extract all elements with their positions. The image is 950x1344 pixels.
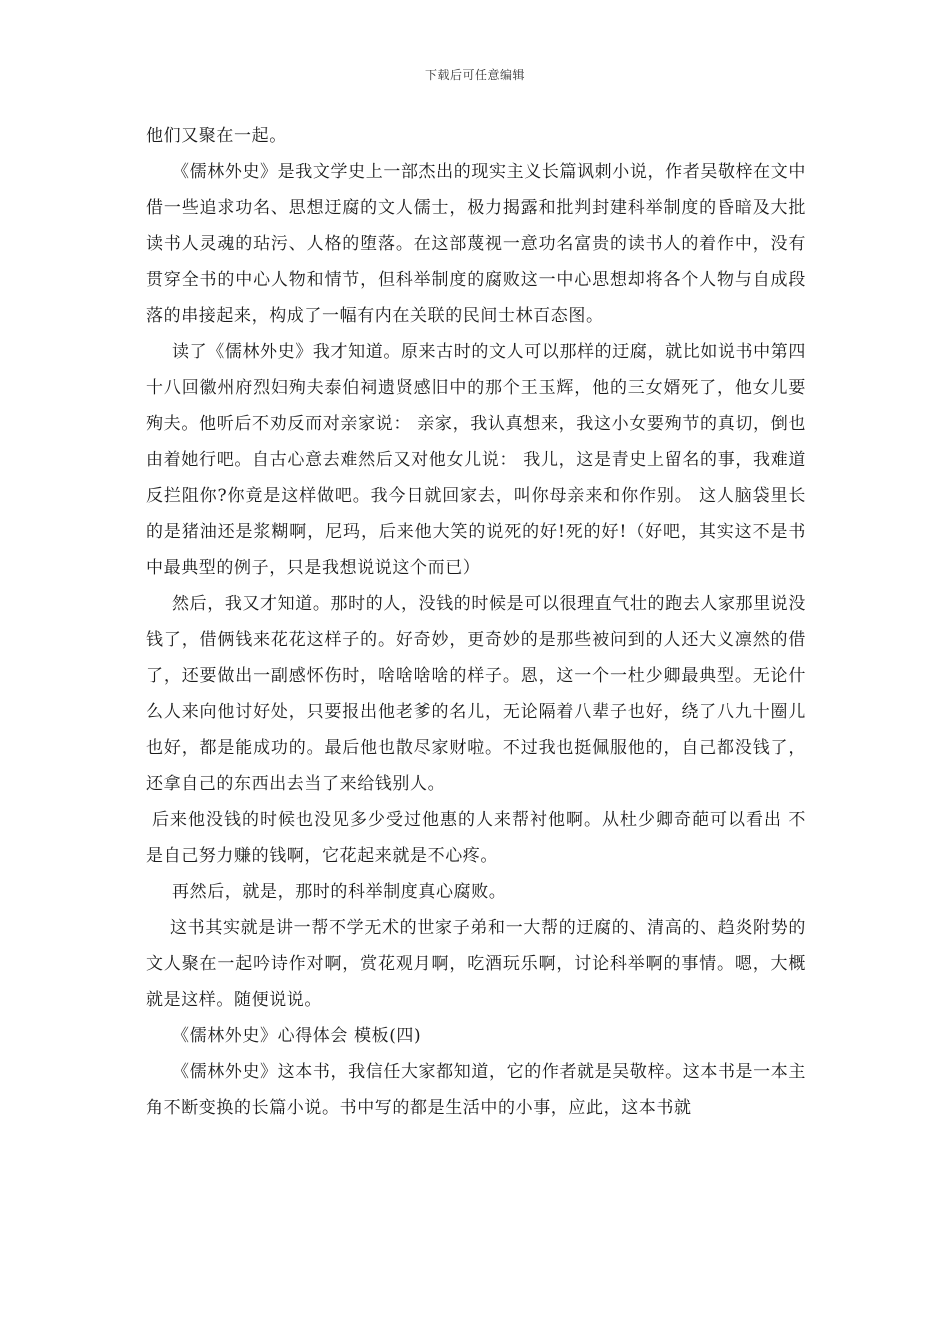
paragraph-4: 然后，我又才知道。那时的人，没钱的时候是可以很理直气壮的跑去人家那里说没钱了，借俩钱来花花这样子的。好奇妙，更奇妙的是那些被问到的人还大义凛然的借了，还要做出一副感怀伤时，啥啥啥啥的样子。恩，这一个一杜少卿最典型。无论什么人来向他讨好处，只要报出他老爹的名儿，无论隔着八辈子也好，绕了八九十圈儿也好，都是能成功的。最后他也散尽家财啦。不过我也挺佩服他的，自己都没钱了，还拿自己的东西出去当了来给钱别人。: [146, 594, 806, 794]
document-body: [146, 118, 806, 1126]
paragraph-8: 《儒林外史》这本书，我信任大家都知道，它的作者就是吴敬梓。这本书是一本主角不断变换的长篇小说。书中写的都是生活中的小事，应此，这本书就: [146, 1062, 806, 1118]
paragraph-7: 这书其实就是讲一帮不学无术的世家子弟和一大帮的迂腐的、清高的、趋炎附势的文人聚在一起吟诗作对啊，赏花观月啊，吃酒玩乐啊，讨论科举啊的事情。嗯，大概就是这样。随便说说。: [146, 918, 806, 1010]
paragraph-2: 《儒林外史》是我文学史上一部杰出的现实主义长篇讽刺小说，作者吴敬梓在文中借一些追求功名、思想迂腐的文人儒士，极力揭露和批判封建科举制度的昏暗及大批读书人灵魂的玷污、人格的堕落。在这部蔑视一意功名富贵的读书人的着作中，没有贯穿全书的中心人物和情节，但科举制度的腐败这一中心思想却将各个人物与自成段落的串接起来，构成了一幅有内在关联的民间士林百态图。: [146, 162, 806, 326]
paragraph-3: 读了《儒林外史》我才知道。原来古时的文人可以那样的迂腐，就比如说书中第四十八回徽州府烈妇殉夫泰伯祠遗贤感旧中的那个王玉辉，他的三女婿死了，他女儿要殉夫。他听后不劝反而对亲家说： 亲家，我认真想来，我这小女要殉节的真切，倒也由着她行吧。自古心意去难然后又对他女儿说： 我儿，这是青史上留名的事，我难道反拦阻你?你竟是这样做吧。我今日就回家去，叫你母亲来和你作别。 这人脑袋里长的是猪油还是浆糊啊，尼玛，后来他大笑的说死的好!死的好!（好吧，其实这不是书中最典型的例子，只是我想说说这个而已）: [146, 342, 806, 578]
page-header: 下载后可任意编辑: [424, 68, 525, 82]
section-heading: 《儒林外史》心得体会 模板(四): [172, 1026, 422, 1046]
paragraph-5: 后来他没钱的时候也没见多少受过他惠的人来帮衬他啊。从杜少卿奇葩可以看出 不是自己努力赚的钱啊，它花起来就是不心疼。: [146, 810, 806, 866]
paragraph-6: 再然后，就是，那时的科举制度真心腐败。: [172, 882, 507, 902]
paragraph-1: 他们又聚在一起。: [146, 126, 287, 146]
